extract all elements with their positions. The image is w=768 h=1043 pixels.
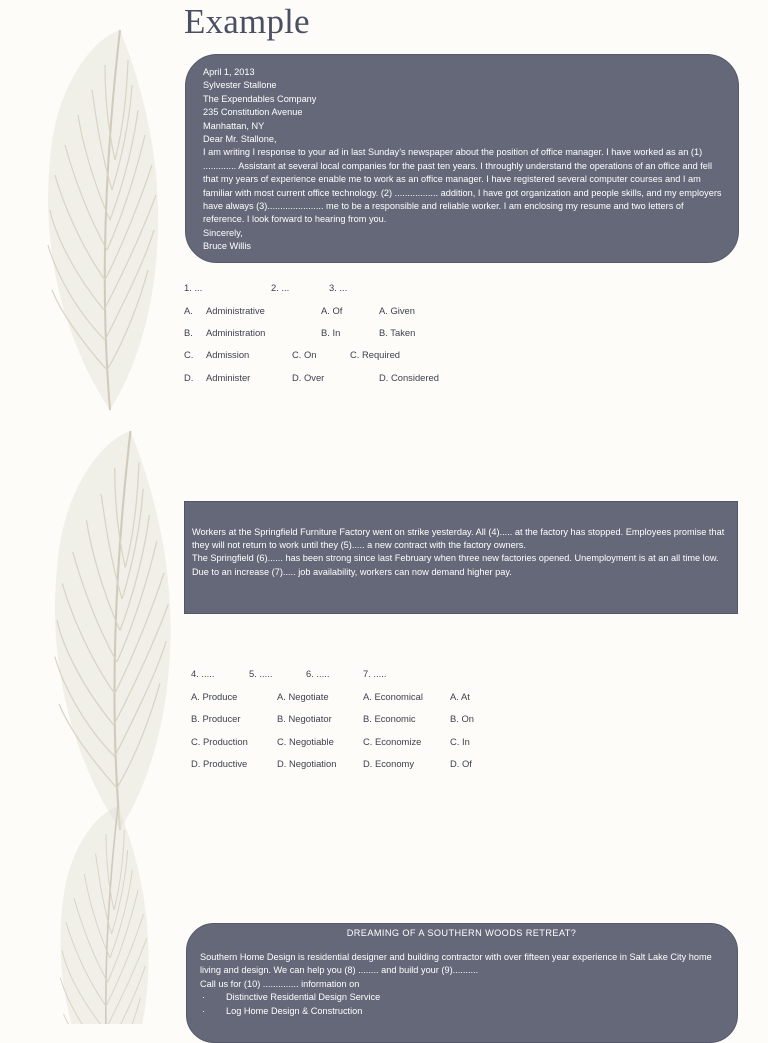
passage2-paragraph: The Springfield (6)...... has been strong since last February when three new factories opened. Unemployment is at an all time low. Due to an increase (7)..... job availability, workers can now demand higher pay. <box>192 553 719 577</box>
quiz1-option[interactable]: C. Required <box>350 349 401 360</box>
quiz1-option[interactable]: Admission <box>206 349 250 360</box>
letter-card <box>185 54 739 263</box>
quiz1-option[interactable]: A. Given <box>379 305 415 316</box>
quiz1-option[interactable]: D. Considered <box>379 372 439 383</box>
letter-street: 235 Constitution Avenue <box>203 107 303 118</box>
quiz1-option-letter: C. <box>184 349 194 360</box>
quiz1-option-letter: D. <box>184 372 194 383</box>
quiz2-header-6: 6. ..... <box>306 668 330 679</box>
letter-date: April 1, 2013 <box>203 67 255 77</box>
quiz2-option[interactable]: D. Of <box>450 758 472 769</box>
quiz2-option[interactable]: C. Production <box>191 736 248 747</box>
passage3-call-line: Call us for (10) .............. information on <box>200 978 360 989</box>
quiz1-option-letter: B. <box>184 327 193 338</box>
quiz2-option[interactable]: C. Economize <box>363 736 422 747</box>
quiz1-option[interactable]: D. Over <box>292 372 325 383</box>
quiz1-header-2: 2. ... <box>271 282 290 293</box>
passage3-heading: DREAMING OF A SOUTHERN WOODS RETREAT? <box>346 928 577 938</box>
bullet-dot: · <box>202 992 206 1002</box>
quiz1-option[interactable]: Administration <box>206 327 266 338</box>
letter-closing: Sincerely, <box>203 227 243 238</box>
passage2-card <box>184 501 738 614</box>
quiz2-option[interactable]: A. Economical <box>363 691 423 702</box>
quiz2-option[interactable]: D. Productive <box>191 758 248 769</box>
passage3-bullet <box>200 1005 723 1019</box>
letter-recipient: Sylvester Stallone <box>203 80 277 91</box>
passage3-card <box>186 923 738 1043</box>
letter-company: The Expendables Company <box>203 93 317 104</box>
bullet-text: Distinctive Residential Design Service <box>226 992 381 1002</box>
bullet-dot: · <box>202 1005 206 1016</box>
page-title: Example <box>184 2 310 41</box>
quiz1-header-1: 1. ... <box>184 282 203 293</box>
quiz2-option[interactable]: B. Producer <box>191 713 241 724</box>
quiz1-option[interactable]: C. On <box>292 349 317 360</box>
passage3-bullet <box>200 991 723 1005</box>
quiz2-option[interactable]: A. Negotiate <box>277 691 329 702</box>
quiz2-header-4: 4. ..... <box>191 668 215 679</box>
passage2-paragraph: Workers at the Springfield Furniture Factory went on strike yesterday. All (4)..... at the factory has stopped. Employees promise that they will not return to work until they (5)..... a new contract with the factory owners. <box>192 527 725 551</box>
quiz2-option[interactable]: A. Produce <box>191 691 238 702</box>
quiz2-option[interactable]: B. Economic <box>363 713 416 724</box>
quiz1-header-3: 3. ... <box>329 282 348 293</box>
quiz1-option[interactable]: Administrative <box>206 305 265 316</box>
letter-body: I am writing I response to your ad in last Sunday’s newspaper about the position of office manager. I have worked as an (1) ............. Assistant at several local companies for the past ten years. I throughly understand the operations of an office and fell that my years of experience enable me to work as an office manager. I have registered several computer courses and I am familiar with most current office technology. (2) ................. addition, I have got organization and people skills, and my employers have always (3)...................... me to be a responsible and reliable worker. I am enclosing my resume and two letters of reference. I look forward to hearing from you. <box>203 147 725 225</box>
quiz2-header-7: 7. ..... <box>363 668 387 679</box>
quiz1-option[interactable]: B. Taken <box>379 327 416 338</box>
quiz2-option[interactable]: C. Negotiable <box>277 736 334 747</box>
quiz1-option[interactable]: A. Of <box>321 305 343 316</box>
passage3-paragraph: Southern Home Design is residential designer and building contractor with over fifteen year experience in Salt Lake City home living and design. We can help you (8) ........ and build your (9).......... <box>200 951 712 975</box>
quiz2-option[interactable]: A. At <box>450 691 470 702</box>
quiz1-option[interactable]: Administer <box>206 372 251 383</box>
quiz1-option[interactable]: B. In <box>321 327 341 338</box>
quiz2-option[interactable]: D. Economy <box>363 758 415 769</box>
bullet-text: Log Home Design & Construction <box>226 1005 363 1016</box>
quiz2-option[interactable]: B. Negotiator <box>277 713 332 724</box>
quiz1-option-letter: A. <box>184 305 193 316</box>
quiz2-header-5: 5. ..... <box>249 668 273 679</box>
quiz2-option[interactable]: D. Negotiation <box>277 758 337 769</box>
letter-signature: Bruce Willis <box>203 241 251 252</box>
quiz2-option[interactable]: B. On <box>450 713 474 724</box>
letter-city: Manhattan, NY <box>203 120 265 131</box>
letter-salutation: Dear Mr. Stallone, <box>203 134 277 145</box>
quiz2-option[interactable]: C. In <box>450 736 470 747</box>
